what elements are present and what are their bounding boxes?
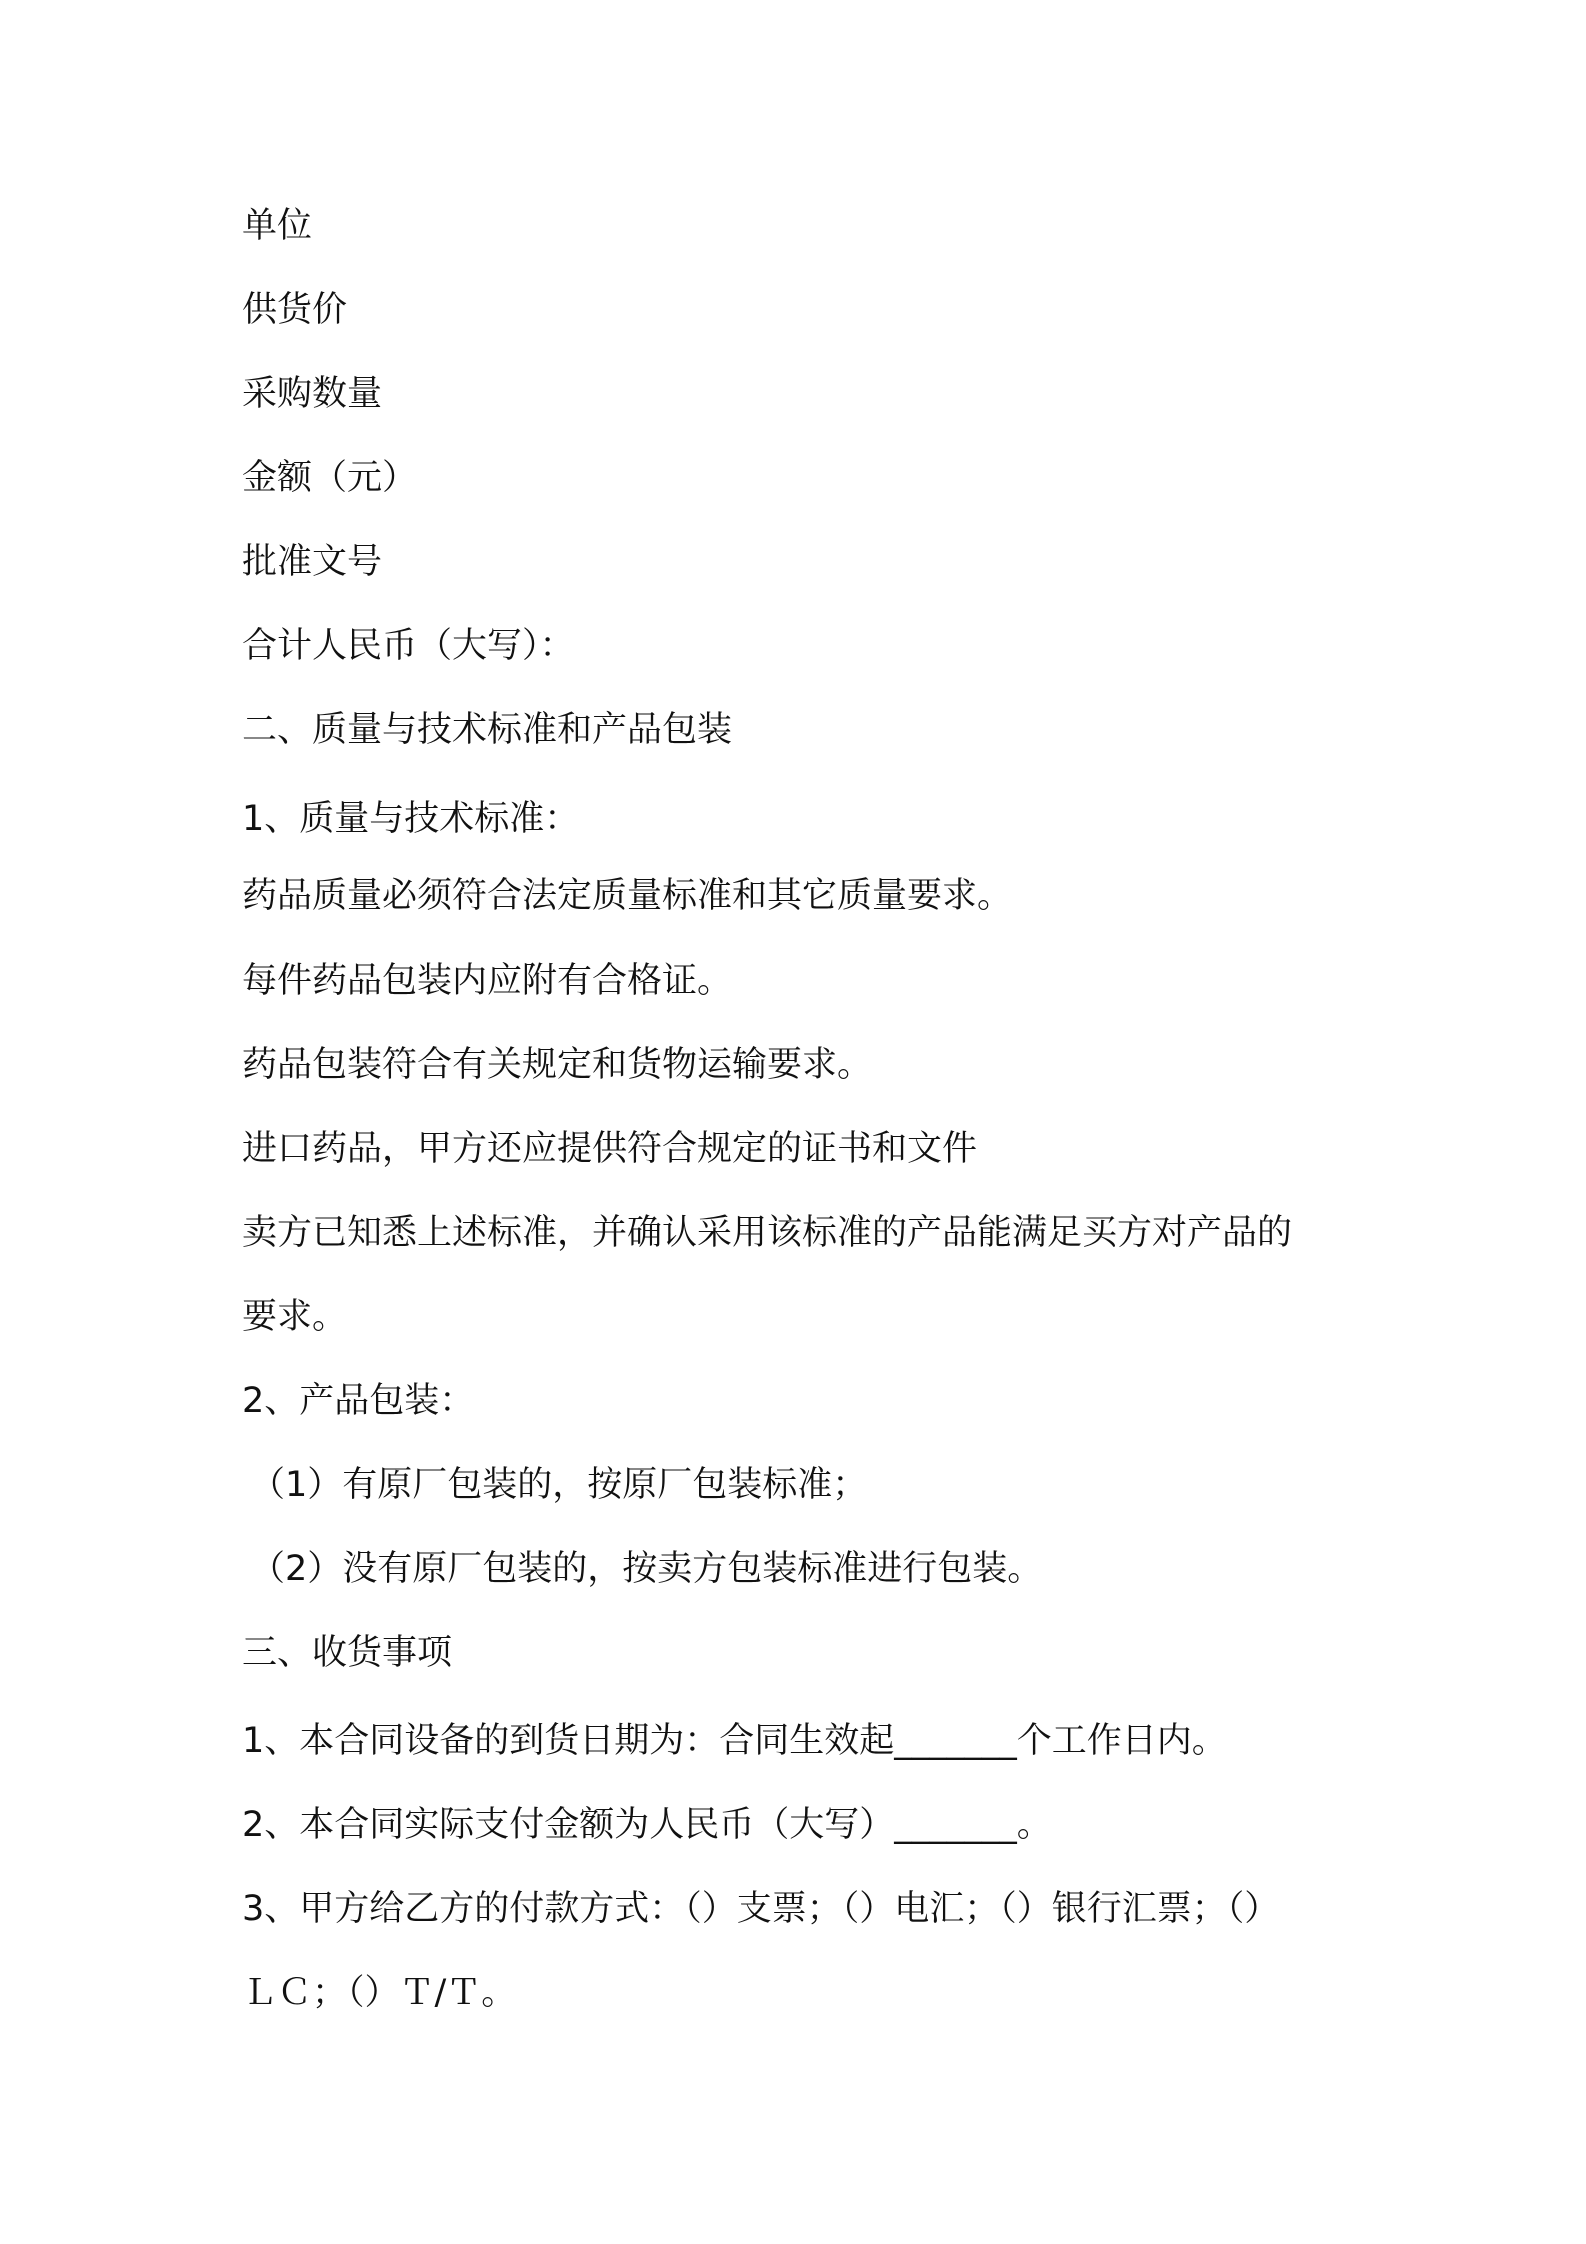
section-heading-2: 二、质量与技术标准和产品包装	[242, 710, 733, 750]
line-supply-price: 供货价	[242, 290, 348, 330]
line-unit: 单位	[242, 206, 313, 246]
paragraph-quality-standard: 药品质量必须符合法定质量标准和其它质量要求。	[242, 876, 1013, 916]
line-total-rmb: 合计人民币（大写）：	[242, 626, 575, 666]
paragraph-certificate: 每件药品包装内应附有合格证。	[242, 961, 733, 1001]
subsection-heading-packaging: 2、产品包装：	[242, 1381, 475, 1421]
paragraph-seller-acknowledge: 卖方已知悉上述标准，并确认采用该标准的产品能满足买方对产品的	[242, 1213, 1293, 1253]
paragraph-payment-amount: 2、本合同实际支付金额为人民币（大写）_______。	[242, 1805, 1052, 1845]
list-item-no-original-packaging: （2）没有原厂包装的，按卖方包装标准进行包装。	[250, 1549, 1043, 1589]
paragraph-payment-method-cont: ＬＣ；（）Ｔ/Ｔ。	[242, 1973, 517, 2013]
paragraph-packaging-rules: 药品包装符合有关规定和货物运输要求。	[242, 1045, 873, 1085]
line-amount: 金额（元）	[242, 458, 418, 498]
paragraph-payment-method: 3、甲方给乙方的付款方式：（）支票；（）电汇；（）银行汇票；（）	[242, 1889, 1280, 1929]
paragraph-seller-acknowledge-cont: 要求。	[242, 1297, 348, 1337]
list-item-original-packaging: （1）有原厂包装的，按原厂包装标准；	[250, 1465, 868, 1505]
line-purchase-quantity: 采购数量	[242, 374, 383, 414]
paragraph-imported-drugs: 进口药品，甲方还应提供符合规定的证书和文件	[242, 1129, 978, 1169]
section-heading-3: 三、收货事项	[242, 1633, 453, 1673]
line-approval-number: 批准文号	[242, 542, 383, 582]
paragraph-delivery-date: 1、本合同设备的到货日期为：合同生效起_______个工作日内。	[242, 1721, 1227, 1761]
subsection-heading-quality: 1、质量与技术标准：	[242, 799, 580, 839]
